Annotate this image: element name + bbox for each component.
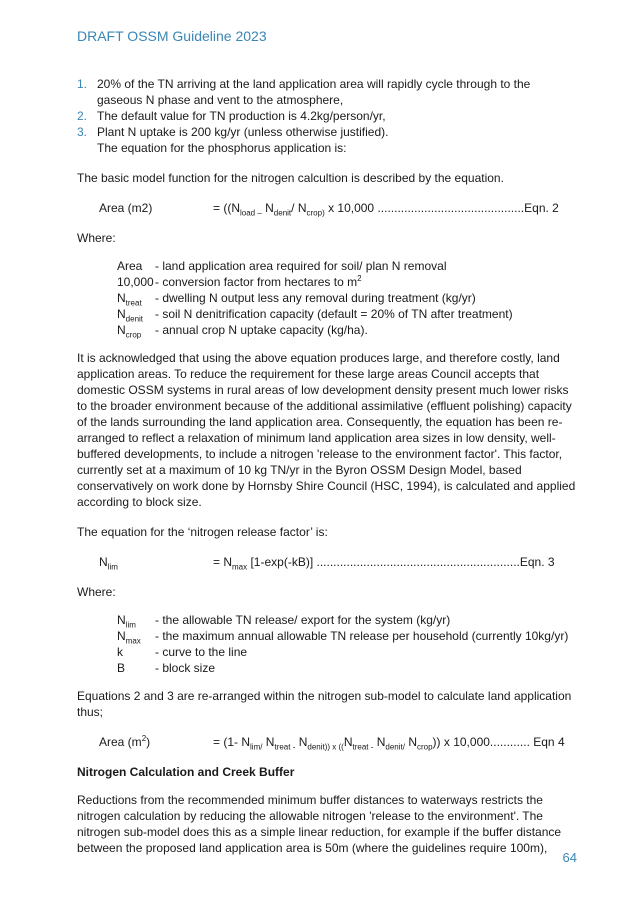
- where-label: Where:: [77, 585, 116, 599]
- definition-row: B - block size: [117, 661, 216, 675]
- running-header: DRAFT OSSM Guideline 2023: [77, 28, 267, 44]
- definitions-1: [117, 258, 577, 338]
- section-heading: Nitrogen Calculation and Creek Buffer: [77, 765, 295, 779]
- definition-row: $N_{denit}$ - soil N denitrification capacity (default = 20% of TN after treatment): [117, 307, 513, 324]
- definition-row: $N_{max}$ - the maximum annual allowable TN release per household (currently 10kg/yr): [117, 629, 569, 646]
- list-item: 1. 20% of the TN arriving at the land application area will rapidly cycle through to the gaseous N phase and vent to the atmosphere,: [77, 77, 531, 107]
- page-number: 64: [562, 850, 577, 865]
- paragraph: Equations 2 and 3 are re-arranged within the nitrogen sub-model to calculate land application thus;: [77, 689, 572, 719]
- definition-row: $N_{crop}$ - annual crop N uptake capacity (kg/ha).: [117, 323, 368, 340]
- paragraph: The basic model function for the nitrogen calcultion is described by the equation.: [77, 171, 504, 185]
- paragraph: It is acknowledged that using the above equation produces large, and therefore costly, land application areas. To reduce the requirement for these large areas Council accepts that domestic OSSM systems in rural areas of low development density present much lower risks to the broader environment because of the additional assimilative (effluent polishing) capacity of the lands surrounding the land application area. Consequently, the equation has been re-arranged to reflect a relaxation of minimum land application area sizes in low density, well-buffered developments, to include a nitrogen 'release to the environment factor'. This factor, currently set at a maximum of 10 kg TN/yr in the Byron OSSM Design Model, based conservatively on work done by Hornsby Shire Council (HSC, 1994), is calculated and applied according to block size.: [77, 351, 576, 509]
- page-body: [77, 76, 577, 856]
- definition-row: $N_{lim}$ - the allowable TN release/ export for the system (kg/yr): [117, 613, 451, 630]
- definition-row: k - curve to the line: [117, 645, 248, 659]
- equation-2: Area (m2) = (($N_{load -}$ $N_{denit}/$ $N_{crop)}$ x 10,000 ............................................Eqn. 2: [99, 201, 559, 218]
- definition-row: 10,000 - conversion factor from hectares to $m^2$: [117, 274, 362, 289]
- assumption-list: [77, 76, 577, 140]
- definition-row: $N_{treat}$ - dwelling N output less any removal during treatment (kg/yr): [117, 291, 476, 308]
- list-item: 3. Plant N uptake is 200 kg/yr (unless otherwise justified).: [77, 125, 389, 139]
- list-trailer: The equation for the phosphorus application is:: [97, 141, 347, 155]
- paragraph: Reductions from the recommended minimum buffer distances to waterways restricts the nitrogen calculation by reducing the allowable nitrogen 'release to the environment'. The nitrogen sub-model does this as a simple linear reduction, for example if the buffer distance between the proposed land application area is 50m (where the guidelines require 100m),: [77, 793, 562, 855]
- equation-4: Area $(m^2)$ = (1- $N_{lim/}$ $N_{treat -}$ $N_{denit)) x ((}N_{treat -}$ $N_{denit/}$ $N_{crop}$)) x 10,000............ Eqn 4: [99, 734, 565, 752]
- paragraph: The equation for the ‘nitrogen release factor’ is:: [77, 525, 328, 539]
- equation-3: $N_{lim}$ = $N_{max}$ [1-exp(-kB)] .............................................................Eqn. 3: [99, 555, 555, 572]
- list-item: 2. The default value for TN production is 4.2kg/person/yr,: [77, 109, 386, 123]
- definitions-2: [117, 612, 577, 676]
- definition-row: Area - land application area required for soil/ plan N removal: [117, 259, 447, 273]
- where-label: Where:: [77, 231, 116, 245]
